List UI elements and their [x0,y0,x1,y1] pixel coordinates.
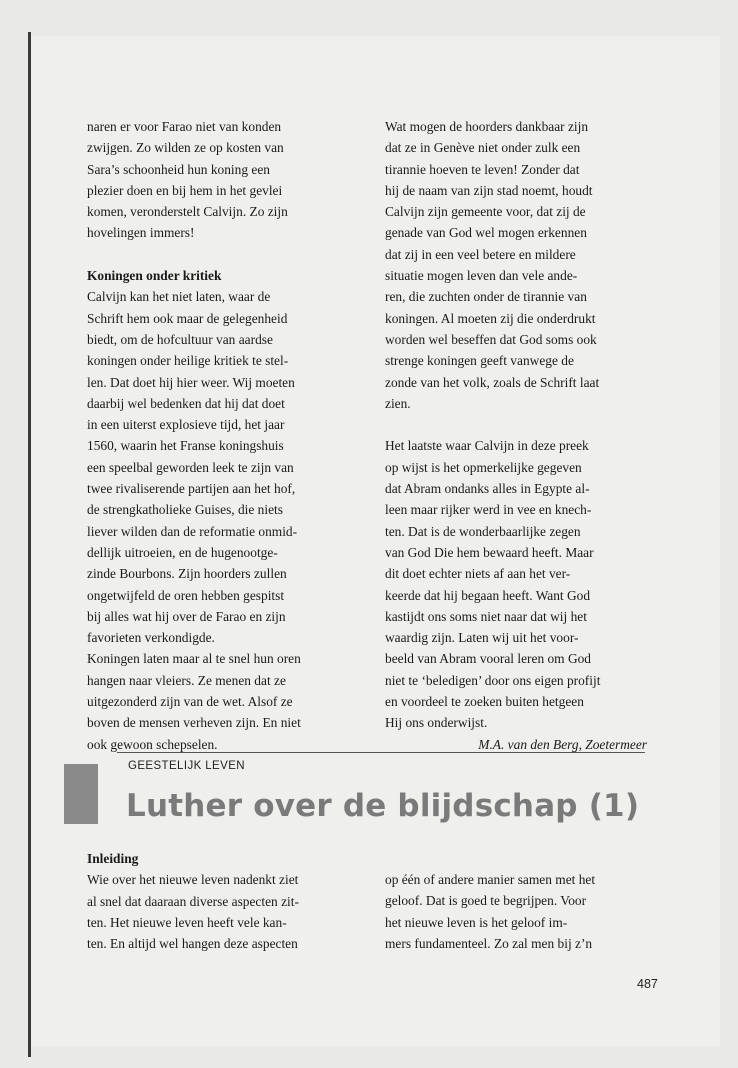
text-line: ren, die zuchten onder de tirannie van [385,289,587,305]
text-line: op wijst is het opmerkelijke gegeven [385,459,582,475]
text-line: op één of andere manier samen met het [385,872,596,887]
text-line: ten. Dat is de wonderbaarlijke zegen [385,523,581,539]
text-line: beeld van Abram vooral leren om God [385,651,592,667]
paragraph-gap [385,414,647,435]
text-line: Calvijn zijn gemeente voor, dat zij de [385,204,586,220]
article-2-right-column [385,869,647,954]
text-line: ten. En altijd wel hangen deze aspecten [87,936,298,952]
text-line: dat ze in Genève niet onder zulk een [385,140,581,156]
text-line: zwijgen. Zo wilden ze op kosten van [87,140,284,156]
text-line: niet te ‘beledigen’ door ons eigen profijt [385,672,601,688]
article-title: Luther over de blijdschap (1) [126,788,640,824]
text-line: twee rivaliserende partijen aan het hof, [87,481,296,497]
text-line: naren er voor Farao niet van konden [87,119,282,134]
text-line: situatie mogen leven dan vele ande- [385,268,578,284]
text-line: komen, veronderstelt Calvijn. Zo zijn [87,204,288,220]
text-line: zinde Bourbons. Zijn hoorders zullen [87,566,287,582]
text-line: geloof. Dat is goed te begrijpen. Voor [385,893,587,909]
text-line: Wat mogen de hoorders dankbaar zijn [385,119,589,134]
text-line: worden wel beseffen dat God soms ook [385,331,597,347]
section-marker-bar [64,764,98,824]
text-line: waardig zijn. Laten wij uit het voor- [385,630,579,646]
text-line: strenge koningen geeft vanwege de [385,353,574,369]
text-line: Calvijn kan het niet laten, waar de [87,289,271,305]
text-line: ongetwijfeld de oren hebben gespitst [87,587,285,603]
article-left-column [87,116,357,755]
subheading: Koningen onder kritiek [87,268,222,284]
text-line: hangen naar vleiers. Ze menen dat ze [87,672,286,688]
text-line: en voordeel te zoeken buiten hetgeen [385,694,584,710]
text-line: dat zij in een veel betere en mildere [385,246,576,262]
text-line: ook gewoon schepselen. [87,736,218,752]
text-line: kastijdt ons soms niet naar dat wij het [385,608,587,624]
text-line: Het laatste waar Calvijn in deze preek [385,438,589,454]
text-line: Wie over het nieuwe leven nadenkt ziet [87,872,299,888]
paragraph-gap [87,244,357,265]
section-label: GEESTELIJK LEVEN [128,760,245,772]
text-line: het nieuwe leven is het geloof im- [385,914,568,930]
text-line: len. Dat doet hij hier weer. Wij moeten [87,374,295,390]
page-spine [28,32,31,1057]
text-line: Schrift hem ook maar de gelegenheid [87,310,288,326]
text-line: Sara’s schoonheid hun koning een [87,161,270,177]
text-line: uitgezonderd zijn van de wet. Alsof ze [87,694,293,710]
text-line: liever wilden dan de reformatie onmid- [87,523,298,539]
text-line: hovelingen immers! [87,225,195,241]
text-line: een speelbal geworden leek te zijn van [87,459,294,475]
text-line: koningen onder heilige kritiek te stel- [87,353,289,369]
text-line: dellijk uitroeien, en de hugenootge- [87,544,278,560]
text-line: leen maar rijker werd in vee en knech- [385,502,592,518]
text-line: de strengkatholieke Guises, die niets [87,502,283,518]
text-line: tirannie hoeven te leven! Zonder dat [385,161,580,177]
text-line: plezier doen en bij hem in het gevlei [87,182,283,198]
text-line: Koningen laten maar al te snel hun oren [87,651,301,667]
section-divider [117,752,645,753]
text-line: dit doet echter niets af aan het ver- [385,566,571,582]
text-line: koningen. Al moeten zij die onderdrukt [385,310,596,326]
text-line: 1560, waarin het Franse koningshuis [87,438,284,454]
text-line: bij alles wat hij over de Farao en zijn [87,608,286,624]
article-2-left-column [87,848,357,954]
text-line: dat Abram ondanks alles in Egypte al- [385,481,590,497]
text-line: Hij ons onderwijst. [385,715,488,731]
author-signature: M.A. van den Berg, Zoetermeer [478,736,647,752]
text-line: biedt, om de hofcultuur van aardse [87,331,273,347]
text-line: mers fundamenteel. Zo zal men bij z’n [385,935,593,951]
text-line: daarbij wel bedenken dat hij dat doet [87,395,285,411]
text-line: boven de mensen verheven zijn. En niet [87,715,301,731]
text-line: al snel dat daaraan diverse aspecten zit- [87,893,299,909]
article-right-column [385,116,647,755]
text-line: ten. Het nieuwe leven heeft vele kan- [87,914,287,930]
text-line: genade van God wel mogen erkennen [385,225,587,241]
text-line: in een uiterst explosieve tijd, het jaar [87,417,285,433]
page-number: 487 [637,977,658,991]
subheading: Inleiding [87,851,139,866]
text-line: favorieten verkondigde. [87,630,215,646]
text-line: hij de naam van zijn stad noemt, houdt [385,182,593,198]
text-line: keerde dat hij begaan heeft. Want God [385,587,591,603]
text-line: van God Die hem bewaard heeft. Maar [385,544,594,560]
text-line: zien. [385,395,411,411]
text-line: zonde van het volk, zoals de Schrift laat [385,374,600,390]
